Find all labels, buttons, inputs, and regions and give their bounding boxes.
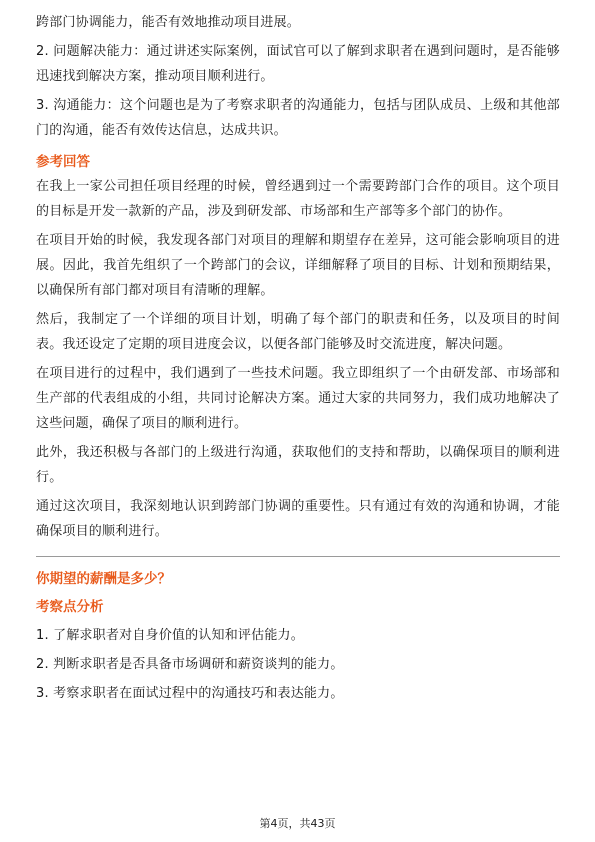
answer-paragraph-4: 在项目进行的过程中，我们遇到了一些技术问题。我立即组织了一个由研发部、市场部和生产部的代表组成的小组，共同讨论解决方案。通过大家的共同努力，我们成功地解决了这些问题，确保了项目的顺利进行。 [36,366,560,431]
analysis-point-3: 3. 沟通能力：这个问题也是为了考察求职者的沟通能力，包括与团队成员、上级和其他部门的沟通，能否有效传达信息，达成共识。 [36,98,560,138]
answer-paragraph-5: 此外，我还积极与各部门的上级进行沟通，获取他们的支持和帮助，以确保项目的顺利进行。 [36,445,560,485]
section-divider [36,556,560,557]
answer-paragraph-2: 在项目开始的时候，我发现各部门对项目的理解和期望存在差异，这可能会影响项目的进展。因此，我首先组织了一个跨部门的会议，详细解释了项目的目标、计划和预期结果，以确保所有部门都对项目有清晰的理解。 [36,233,560,298]
page-footer: 第4页，共43页 [259,817,336,830]
next-analysis-point-3: 3. 考察求职者在面试过程中的沟通技巧和表达能力。 [36,686,344,701]
answer-paragraph-1: 在我上一家公司担任项目经理的时候，曾经遇到过一个需要跨部门合作的项目。这个项目的目标是开发一款新的产品，涉及到研发部、市场部和生产部等多个部门的协作。 [36,179,560,219]
document-page [36,10,560,706]
analysis-point-2: 2. 问题解决能力：通过讲述实际案例，面试官可以了解到求职者在遇到问题时，是否能够迅速找到解决方案，推动项目顺利进行。 [36,44,560,84]
answer-heading: 参考回答 [36,154,90,170]
next-question-title: 你期望的薪酬是多少？ [36,571,171,587]
answer-paragraph-6: 通过这次项目，我深刻地认识到跨部门协调的重要性。只有通过有效的沟通和协调，才能确保项目的顺利进行。 [36,499,560,539]
next-analysis-point-2: 2. 判断求职者是否具备市场调研和薪资谈判的能力。 [36,657,344,672]
answer-paragraph-3: 然后，我制定了一个详细的项目计划，明确了每个部门的职责和任务，以及项目的时间表。我还设定了定期的项目进度会议，以便各部门能够及时交流进度，解决问题。 [36,312,560,352]
intro-continuation: 跨部门协调能力，能否有效地推动项目进展。 [36,15,301,30]
next-analysis-heading: 考察点分析 [36,599,104,615]
next-analysis-point-1: 1. 了解求职者对自身价值的认知和评估能力。 [36,628,304,643]
